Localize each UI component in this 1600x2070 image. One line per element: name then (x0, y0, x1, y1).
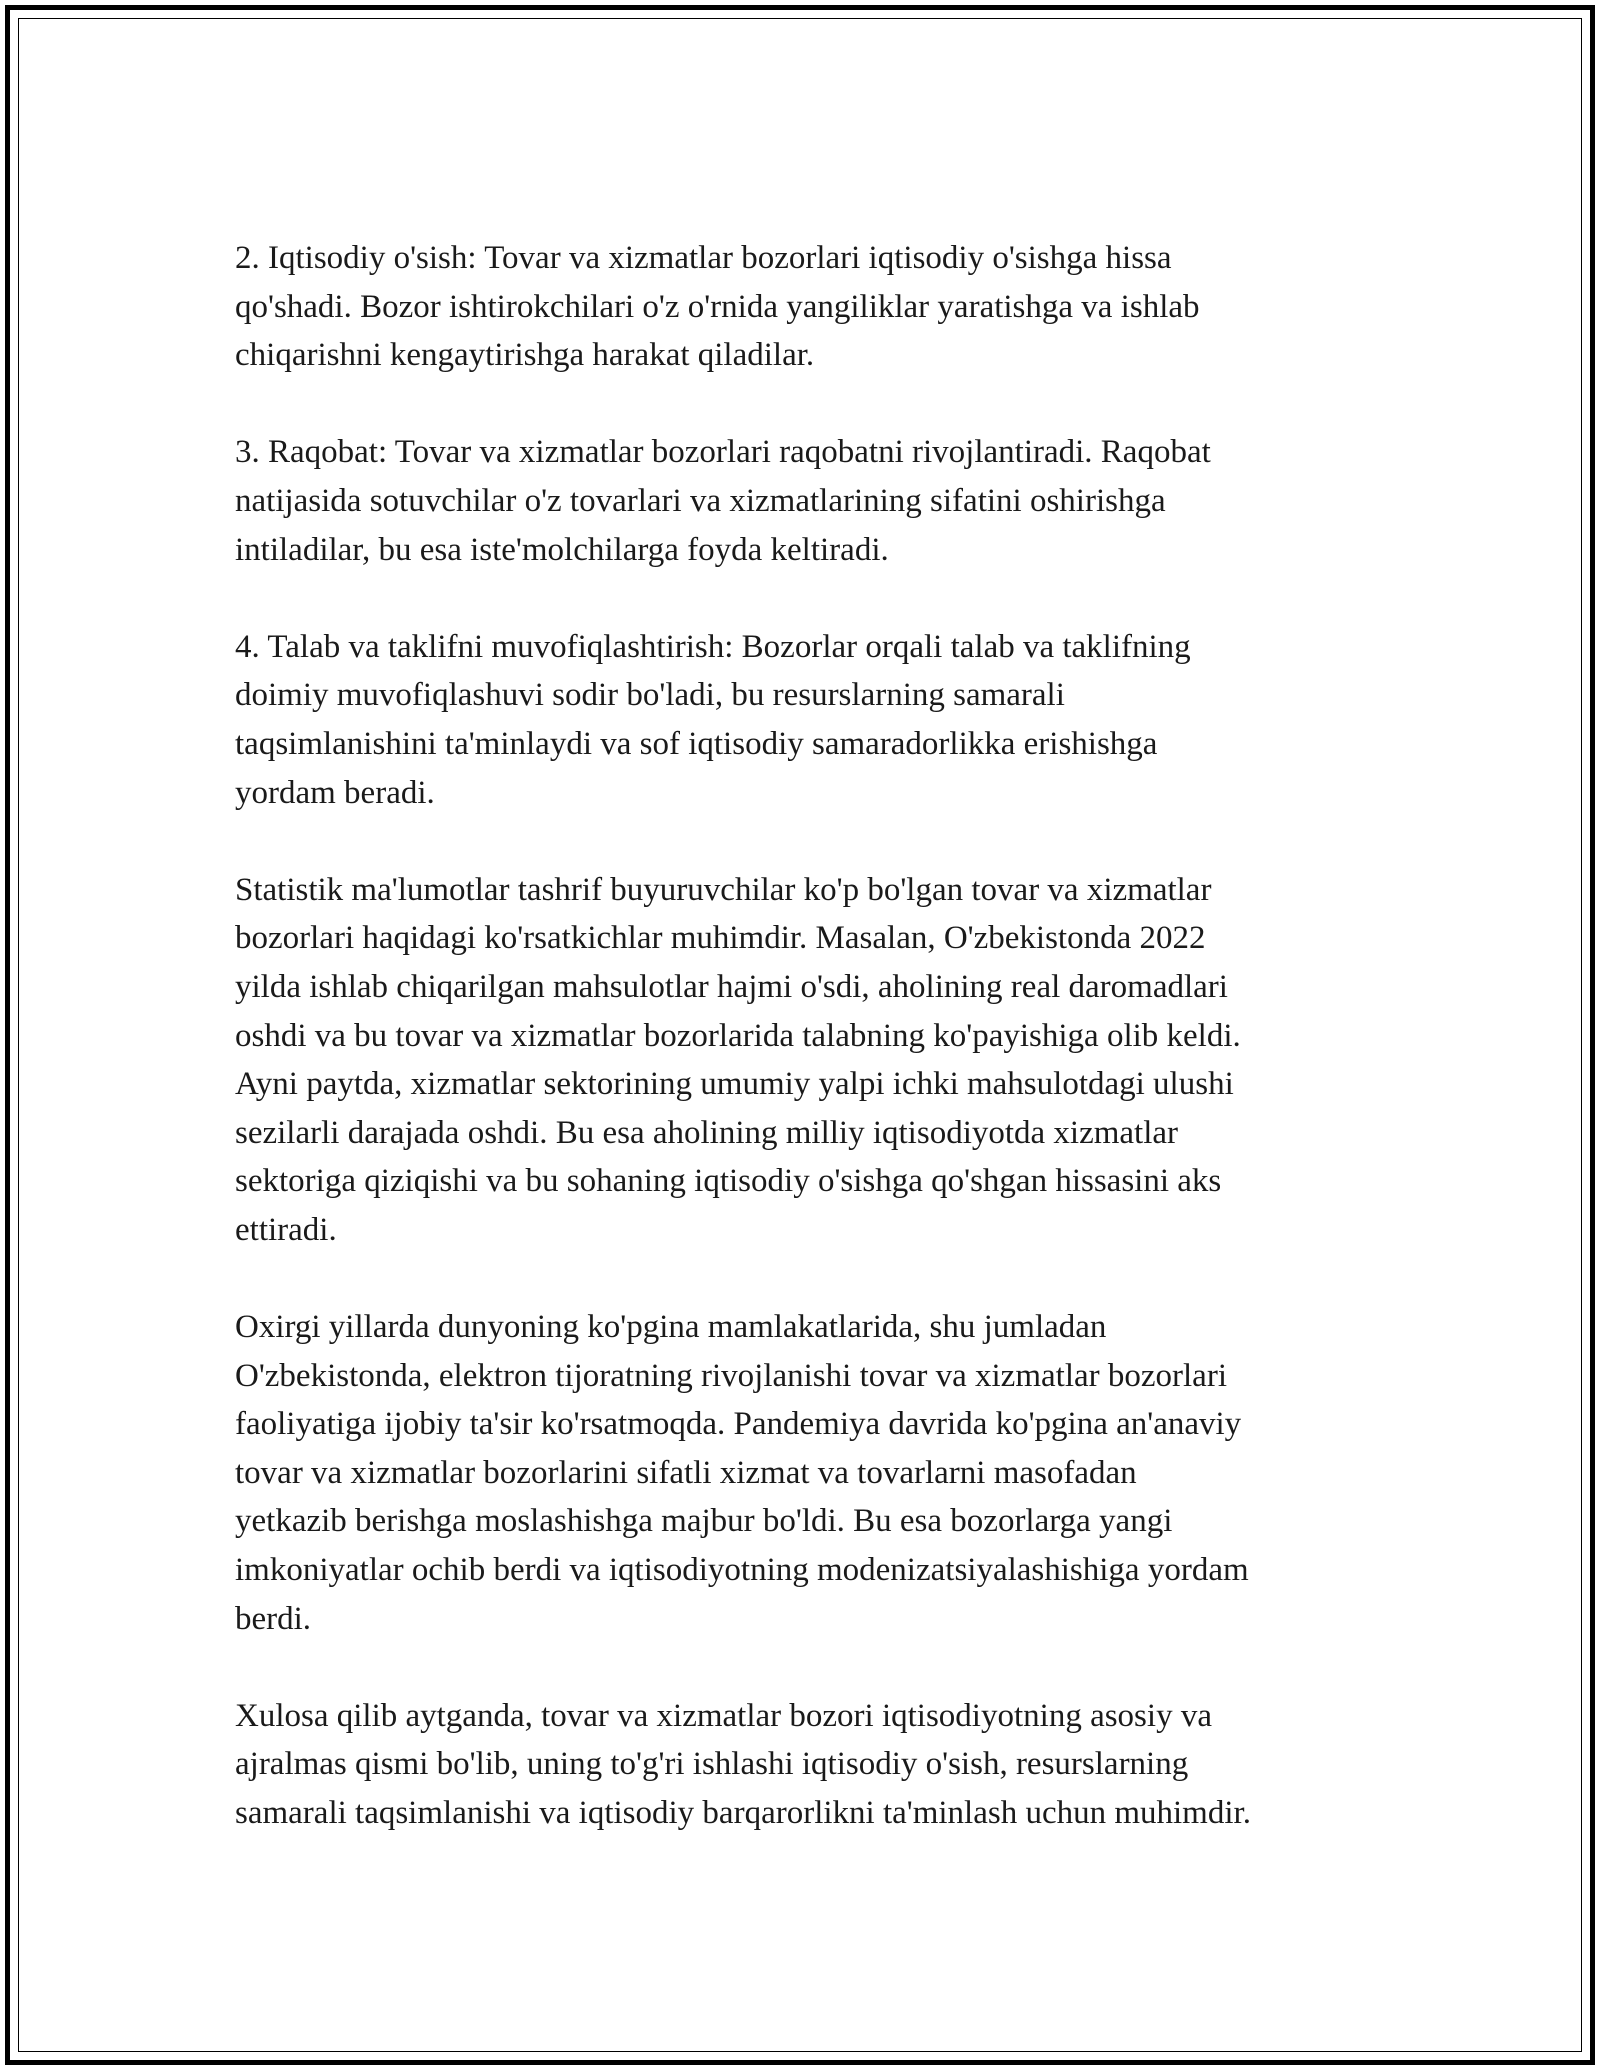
document-body (235, 234, 1405, 1886)
paragraph-xulosa (235, 1692, 1405, 1838)
text-line: sektoriga qiziqishi va bu sohaning iqtisodiy o'sishga qo'shgan hissasini aks (235, 1163, 1222, 1200)
text-line: yetkazib berishga moslashishga majbur bo'ldi. Bu esa bozorlarga yangi (235, 1503, 1173, 1540)
text-line: chiqarishni kengaytirishga harakat qiladilar. (235, 337, 815, 374)
text-line: Xulosa qilib aytganda, tovar va xizmatlar bozori iqtisodiyotning asosiy va (235, 1697, 1212, 1734)
text-line: yordam beradi. (235, 774, 435, 811)
text-line: 4. Talab va taklifni muvofiqlashtirish: Bozorlar orqali talab va taklifning (235, 628, 1191, 665)
text-line: samarali taqsimlanishi va iqtisodiy barqarorlikni ta'minlash uchun muhimdir. (235, 1795, 1251, 1831)
text-line: Statistik ma'lumotlar tashrif buyuruvchilar ko'p bo'lgan tovar va xizmatlar (235, 871, 1212, 908)
text-line: natijasida sotuvchilar o'z tovarlari va xizmatlarining sifatini oshirishga (235, 482, 1166, 519)
text-line: ettiradi. (235, 1211, 337, 1248)
text-line: oshdi va bu tovar va xizmatlar bozorlarida talabning ko'payishiga olib keldi. (235, 1017, 1241, 1054)
text-line: yilda ishlab chiqarilgan mahsulotlar hajmi o'sdi, aholining real daromadlari (235, 968, 1228, 1005)
text-line: tovar va xizmatlar bozorlarini sifatli xizmat va tovarlarni masofadan (235, 1454, 1137, 1491)
text-line: berdi. (235, 1600, 312, 1637)
text-line: 2. Iqtisodiy o'sish: Tovar va xizmatlar bozorlari iqtisodiy o'sishga hissa (235, 240, 1172, 276)
paragraph-statistik (235, 866, 1405, 1255)
paragraph-oxirgi-yillarda (235, 1303, 1405, 1643)
text-line: taqsimlanishini ta'minlaydi va sof iqtisodiy samaradorlikka erishishga (235, 725, 1158, 762)
text-line: intiladilar, bu esa iste'molchilarga foyda keltiradi. (235, 531, 889, 568)
paragraph-iqtisodiy-osish (235, 234, 1405, 380)
text-line: Oxirgi yillarda dunyoning ko'pgina mamlakatlarida, shu jumladan (235, 1309, 1107, 1346)
text-line: bozorlari haqidagi ko'rsatkichlar muhimdir. Masalan, O'zbekistonda 2022 (235, 920, 1206, 957)
text-line: faoliyatiga ijobiy ta'sir ko'rsatmoqda. Pandemiya davrida ko'pgina an'anaviy (235, 1406, 1242, 1443)
text-line: ajralmas qismi bo'lib, uning to'g'ri ishlashi iqtisodiy o'sish, resurslarning (235, 1746, 1189, 1783)
text-line: Ayni paytda, xizmatlar sektorining umumiy yalpi ichki mahsulotdagi ulushi (235, 1066, 1234, 1103)
text-line: O'zbekistonda, elektron tijoratning rivojlanishi tovar va xizmatlar bozorlari (235, 1357, 1227, 1394)
text-line: doimiy muvofiqlashuvi sodir bo'ladi, bu resurslarning samarali (235, 677, 1065, 714)
text-line: sezilarli darajada oshdi. Bu esa aholining milliy iqtisodiyotda xizmatlar (235, 1114, 1179, 1151)
paragraph-raqobat (235, 428, 1405, 574)
text-line: imkoniyatlar ochib berdi va iqtisodiyotning modenizatsiyalashishiga yordam (235, 1552, 1249, 1589)
text-line: qo'shadi. Bozor ishtirokchilari o'z o'rnida yangiliklar yaratishga va ishlab (235, 288, 1200, 325)
paragraph-talab-taklif (235, 623, 1405, 817)
text-line: 3. Raqobat: Tovar va xizmatlar bozorlari raqobatni rivojlantiradi. Raqobat (235, 434, 1211, 471)
